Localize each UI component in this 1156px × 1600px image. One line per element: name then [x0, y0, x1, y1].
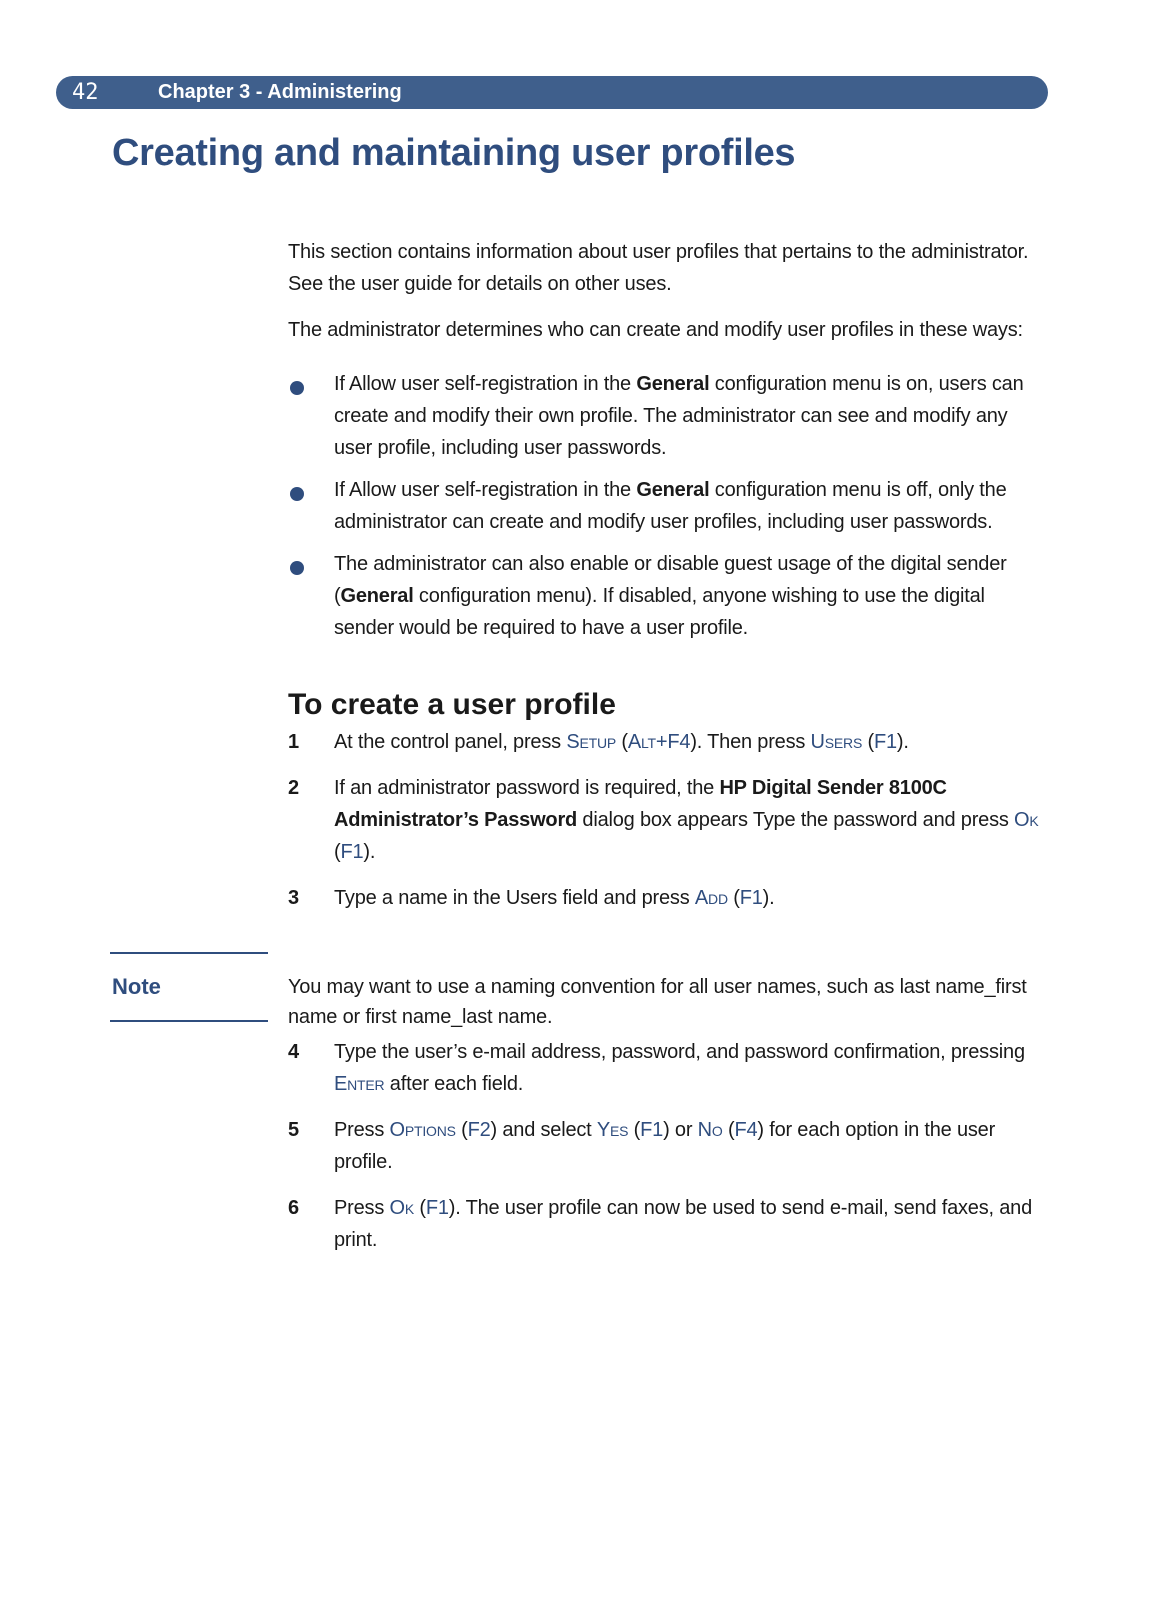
step-number: 2 [288, 777, 299, 799]
key-f1: F1 [425, 1197, 449, 1219]
bullet-dot-icon [290, 561, 304, 575]
key-alt: Alt [627, 731, 656, 753]
step-number: 1 [288, 731, 299, 753]
step-item-5 [288, 1114, 1058, 1178]
bullet-bold-text: General [340, 585, 414, 607]
intro-text-1: This section contains information about user profiles that pertains to the administrator. See the user guide for details on other uses. [288, 241, 1029, 295]
note-label: Note [112, 974, 161, 999]
bullet-text: The administrator can also enable or disable guest usage of the digital sender ( [334, 553, 1007, 607]
bullet-bold-text: General [636, 479, 710, 501]
bullet-item [288, 474, 1048, 538]
step-text: Press [334, 1119, 390, 1141]
bullet-item [288, 548, 1048, 644]
key-plus: + [655, 731, 668, 753]
bullet-text: configuration menu is on, users can create and modify their own profile. The administrator can see and modify any user profile, including user passwords. [334, 373, 1024, 459]
step-number: 3 [288, 887, 299, 909]
steps-list-part-2 [288, 1036, 1058, 1270]
key-f4: F4 [734, 1119, 758, 1141]
step-item-1 [288, 726, 1058, 758]
dialog-name: HP Digital Sender 8100C Administrator’s Password [334, 777, 947, 831]
step-text: ( [455, 1119, 468, 1141]
step-text: after each field. [384, 1073, 524, 1095]
configuration-bullet-list [288, 368, 1048, 654]
step-item-6 [288, 1192, 1058, 1256]
step-text: ) or [663, 1119, 698, 1141]
key-ok: Ok [1014, 809, 1039, 831]
step-number: 6 [288, 1197, 299, 1219]
key-options: Options [389, 1119, 456, 1141]
step-text: ) for each option in the user profile. [334, 1119, 996, 1173]
chapter-title: Chapter 3 - Administering [158, 81, 402, 103]
step-text: ). Then press [690, 731, 811, 753]
bullet-text: configuration menu). If disabled, anyone wishing to use the digital sender would be required to have a user profile. [334, 585, 985, 639]
intro-paragraph-2 [288, 314, 1048, 346]
key-f1: F1 [640, 1119, 664, 1141]
steps-list-part-1 [288, 726, 1058, 928]
intro-paragraph-1 [288, 236, 1048, 300]
key-ok: Ok [389, 1197, 414, 1219]
step-text: ). [762, 887, 775, 909]
bullet-bold-text: General [636, 373, 710, 395]
step-text: Type a name in the Users field and press [334, 887, 695, 909]
page-title: Creating and maintaining user profiles [112, 132, 796, 174]
step-text: ( [616, 731, 628, 753]
step-text: ). The user profile can now be used to send e-mail, send faxes, and print. [334, 1197, 1033, 1251]
key-users: Users [810, 731, 863, 753]
step-text: ( [334, 841, 341, 863]
step-text: At the control panel, press [334, 731, 567, 753]
page-number: 42 [72, 80, 99, 105]
key-f1: F1 [739, 887, 763, 909]
key-add: Add [694, 887, 728, 909]
step-text: ) and select [490, 1119, 597, 1141]
key-f2: F2 [467, 1119, 491, 1141]
key-setup: Setup [566, 731, 616, 753]
step-text: ( [722, 1119, 735, 1141]
bullet-dot-icon [290, 381, 304, 395]
bullet-dot-icon [290, 487, 304, 501]
key-f4: F4 [667, 731, 691, 753]
step-number: 4 [288, 1041, 299, 1063]
key-no: No [697, 1119, 723, 1141]
key-yes: Yes [596, 1119, 629, 1141]
bullet-text: configuration menu is off, only the administrator can create and modify user profiles, including user passwords. [334, 479, 1007, 533]
intro-text-2: The administrator determines who can create and modify user profiles in these ways: [288, 319, 1023, 341]
key-f1: F1 [873, 731, 897, 753]
step-text: dialog box appears Type the password and press [577, 809, 1015, 831]
step-text: ( [413, 1197, 426, 1219]
step-text: ( [628, 1119, 641, 1141]
step-item-4 [288, 1036, 1058, 1100]
step-item-3 [288, 882, 1058, 914]
bullet-text: If Allow user self-registration in the [334, 479, 637, 501]
bullet-item [288, 368, 1048, 464]
step-text: If an administrator password is required, the [334, 777, 720, 799]
note-text: You may want to use a naming convention for all user names, such as last name_first name or first name_last name. [288, 976, 1027, 1028]
step-item-2 [288, 772, 1058, 868]
section-heading: To create a user profile [288, 688, 616, 721]
note-bottom-rule [110, 1020, 268, 1022]
step-text: ( [862, 731, 874, 753]
key-f1: F1 [340, 841, 364, 863]
step-text: ( [727, 887, 740, 909]
step-text: Type the user’s e-mail address, password, and password confirmation, pressing [334, 1041, 1025, 1063]
key-enter: Enter [334, 1073, 385, 1095]
step-text: ). [896, 731, 909, 753]
step-text: ). [363, 841, 376, 863]
step-number: 5 [288, 1119, 299, 1141]
step-text: Press [334, 1197, 390, 1219]
bullet-text: If Allow user self-registration in the [334, 373, 637, 395]
note-top-rule [110, 952, 268, 954]
